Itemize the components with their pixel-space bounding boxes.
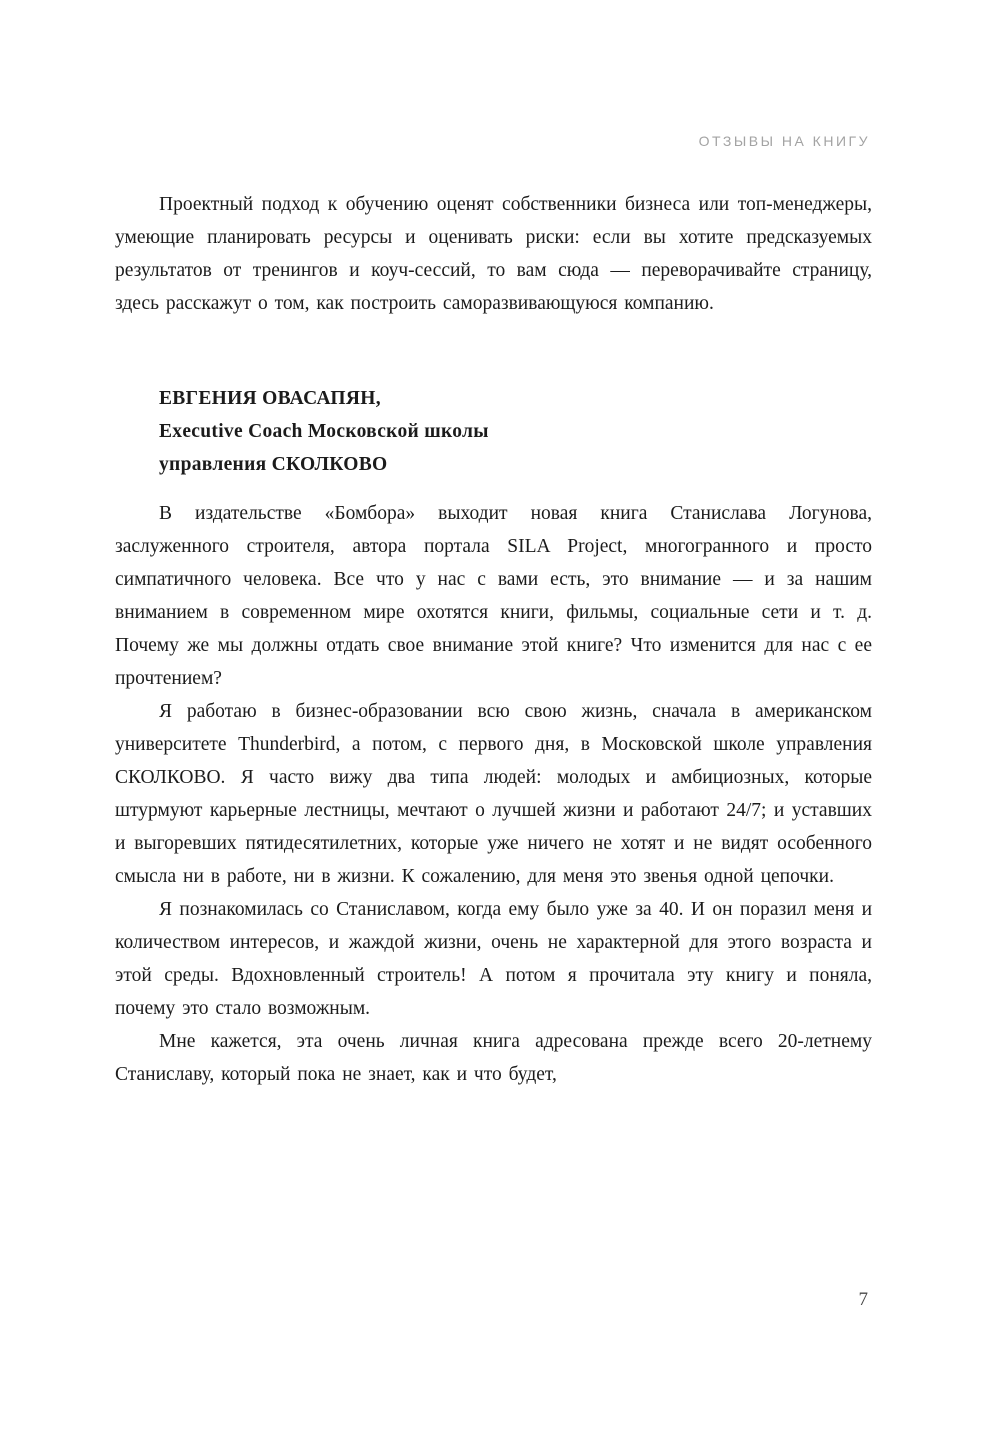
review-paragraph: Мне кажется, эта очень личная книга адресована прежде всего 20-летнему Станиславу, который пока не знает, как и что будет, — [115, 1031, 872, 1085]
author-name: ЕВГЕНИЯ ОВАСАПЯН, — [159, 388, 381, 409]
review-paragraph: Я познакомилась со Станиславом, когда ему было уже за 40. И он поразил меня и количеством интересов, и жаждой жизни, очень не характерной для этого возраста и этой среды. Вдохновленный строитель! А потом я прочитала эту книгу и поняла, почему это стало возможным. — [115, 899, 872, 1019]
review-paragraph: Я работаю в бизнес-образовании всю свою жизнь, сначала в американском университете Thunderbird, а потом, с первого дня, в Московской школе управления СКОЛКОВО. Я часто вижу два типа людей: молодых и амбициозных, которые штурмуют карьерные лестницы, мечтают о лучшей жизни и работают 24/7; и уставших и выгоревших пятидесятилетних, которые уже ничего не хотят и не видят особенного смысла ни в работе, ни в жизни. К сожалению, для меня это звенья одной цепочки. — [115, 701, 872, 887]
review-paragraph: В издательстве «Бомбора» выходит новая книга Станислава Логунова, заслуженного строителя, автора портала SILA Project, многогранного и просто симпатичного человека. Все что у нас с вами есть, это внимание — и за нашим вниманием в современном мире охотятся книги, фильмы, социальные сети и т. д. Почему же мы должны отдать свое внимание этой книге? Что изменится для нас с ее прочтением? — [115, 503, 872, 689]
author-title-line-1: Executive Coach Московской школы — [159, 421, 489, 442]
text-block — [115, 188, 872, 1091]
running-header: ОТЗЫВЫ НА КНИГУ — [698, 133, 870, 149]
author-title-line-2: управления СКОЛКОВО — [159, 454, 388, 475]
intro-paragraph: Проектный подход к обучению оценят собственники бизнеса или топ-менеджеры, умеющие планировать ресурсы и оценивать риски: если вы хотите предсказуемых результатов от тренингов и коуч-сессий, то вам сюда — переворачивайте страницу, здесь расскажут о том, как построить саморазвивающуюся компанию. — [115, 194, 872, 314]
review-author-heading — [159, 382, 872, 481]
page-number: 7 — [858, 1289, 868, 1310]
